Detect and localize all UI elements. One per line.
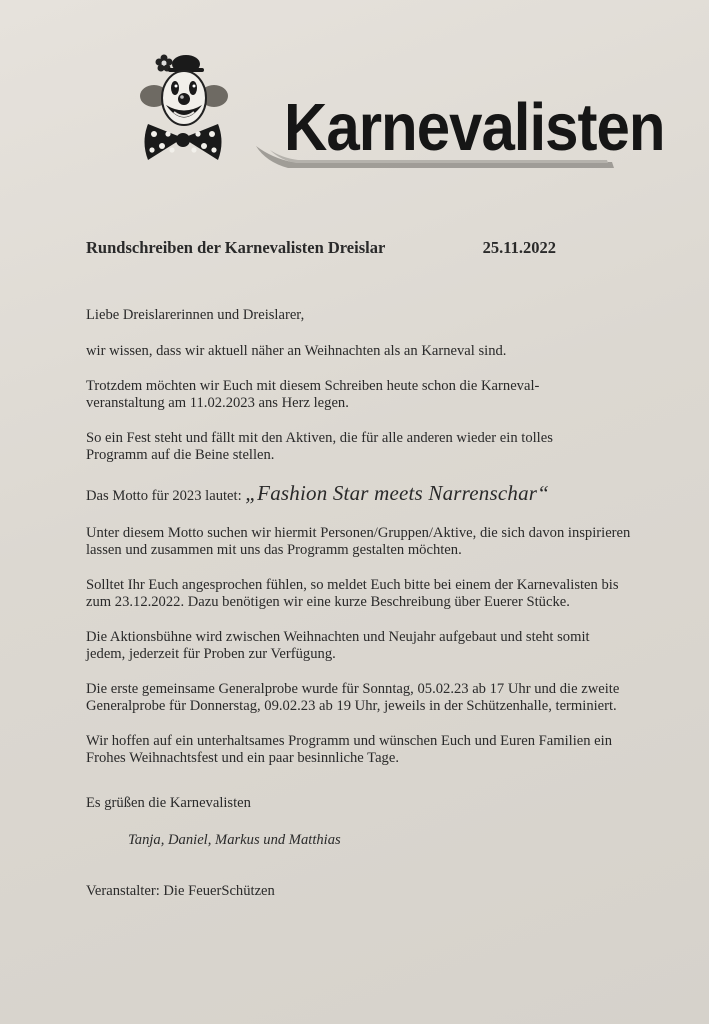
paragraph-line: lassen und zusammen mit uns das Programm gestalten möchten. bbox=[86, 542, 462, 558]
letter-date: 25.11.2022 bbox=[482, 238, 556, 257]
clown-icon bbox=[138, 50, 228, 162]
paragraph-line: Programm auf die Beine stellen. bbox=[86, 447, 275, 463]
logo-wordmark: Karnevalisten bbox=[284, 89, 665, 165]
paragraph: wir wissen, dass wir aktuell näher an Weihnachten als an Karneval sind. bbox=[86, 343, 507, 359]
paragraph-line: Trotzdem möchten wir Euch mit diesem Schreiben heute schon die Karneval- bbox=[86, 378, 540, 394]
letter-heading bbox=[86, 238, 556, 258]
paragraph-line: Solltet Ihr Euch angesprochen fühlen, so meldet Euch bitte bei einem der Karnevalisten bis bbox=[86, 577, 619, 593]
paragraph-line: veranstaltung am 11.02.2023 ans Herz legen. bbox=[86, 395, 349, 411]
paragraph-line: Generalprobe für Donnerstag, 09.02.23 ab 19 Uhr, jeweils in der Schützenhalle, terminiert. bbox=[86, 698, 617, 714]
motto-line bbox=[86, 482, 646, 507]
paragraph-line: Die Aktionsbühne wird zwischen Weihnachten und Neujahr aufgebaut und steht somit bbox=[86, 629, 590, 645]
motto-intro: Das Motto für 2023 lautet: bbox=[86, 488, 246, 504]
letter-body bbox=[86, 307, 646, 900]
paragraph-line: Unter diesem Motto suchen wir hiermit Personen/Gruppen/Aktive, die sich davon inspirieren bbox=[86, 525, 631, 541]
paragraph-line: So ein Fest steht und fällt mit den Aktiven, die für alle anderen wieder ein tolles bbox=[86, 430, 553, 446]
organizer: Veranstalter: Die FeuerSchützen bbox=[86, 883, 275, 899]
paragraph-line: Wir hoffen auf ein unterhaltsames Programm und wünschen Euch und Euren Familien ein bbox=[86, 733, 613, 749]
letter-title: Rundschreiben der Karnevalisten Dreislar bbox=[86, 238, 386, 257]
signature-names: Tanja, Daniel, Markus und Matthias bbox=[128, 832, 341, 848]
motto-text: „Fashion Star meets Narrenschar“ bbox=[245, 481, 550, 505]
closing: Es grüßen die Karnevalisten bbox=[86, 795, 251, 811]
karnevalisten-logo bbox=[252, 88, 665, 178]
paragraph-line: jedem, jederzeit für Proben zur Verfügung. bbox=[86, 646, 336, 662]
salutation: Liebe Dreislarerinnen und Dreislarer, bbox=[86, 307, 305, 323]
paragraph-line: Frohes Weihnachtsfest und ein paar besinnliche Tage. bbox=[86, 750, 399, 766]
paragraph-line: Die erste gemeinsame Generalprobe wurde für Sonntag, 05.02.23 ab 17 Uhr und die zweite bbox=[86, 681, 620, 697]
paragraph-line: zum 23.12.2022. Dazu benötigen wir eine kurze Beschreibung über Euerer Stücke. bbox=[86, 594, 570, 610]
